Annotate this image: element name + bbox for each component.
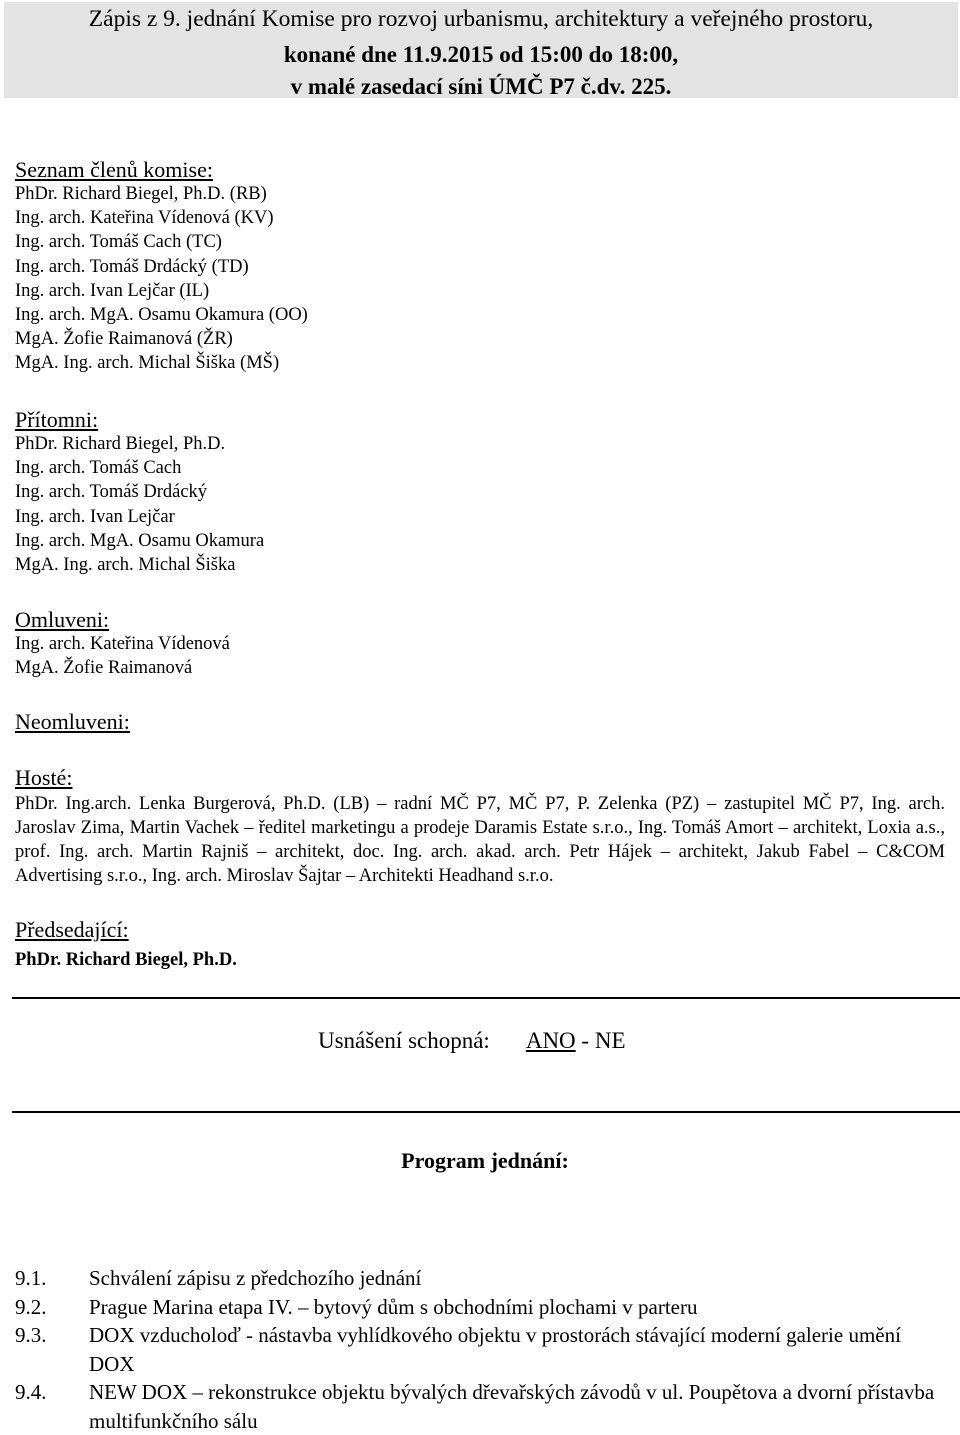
present-item: Ing. arch. MgA. Osamu Okamura [15, 530, 265, 551]
quorum-line [318, 1028, 626, 1054]
chair-heading: Předsedající: [15, 917, 129, 942]
agenda-number: 9.2. [15, 1294, 47, 1319]
member-item: Ing. arch. Tomáš Drdácký (TD) [15, 256, 249, 277]
agenda-list [15, 1264, 935, 1435]
quorum-label: Usnášení schopná: [318, 1028, 490, 1053]
agenda-text: DOX vzducholoď - nástavba vyhlídkového objektu v prostorách stávající moderní galerie umění DOX [89, 1323, 901, 1376]
member-item: Ing. arch. Tomáš Cach (TC) [15, 232, 222, 253]
member-item: Ing. arch. Ivan Lejčar (IL) [15, 280, 210, 301]
present-item: MgA. Ing. arch. Michal Šiška [15, 555, 236, 576]
excused-item: Ing. arch. Kateřina Vídenová [15, 634, 230, 654]
agenda-number: 9.4. [15, 1380, 47, 1404]
quorum-no: NE [594, 1028, 626, 1053]
members-section [15, 158, 308, 376]
member-item: PhDr. Richard Biegel, Ph.D. (RB) [15, 184, 267, 204]
header-location: v malé zasedací síni ÚMČ P7 č.dv. 225. [290, 74, 672, 99]
chair-section [15, 918, 237, 972]
agenda-item [15, 1378, 935, 1435]
agenda-item [15, 1321, 935, 1378]
quorum-yes: ANO [525, 1028, 576, 1053]
program-title: Program jednání: [401, 1148, 569, 1173]
members-heading: Seznam členů komise: [15, 157, 213, 182]
agenda-text: Schválení zápisu z předchozího jednání [89, 1266, 422, 1290]
guests-heading: Hosté: [15, 765, 73, 790]
present-section [15, 408, 264, 577]
agenda-item [15, 1264, 935, 1293]
present-heading: Přítomni: [15, 407, 99, 432]
agenda-item [15, 1293, 935, 1322]
guests-text: PhDr. Ing.arch. Lenka Burgerová, Ph.D. (LB) – radní MČ P7, MČ P7, P. Zelenka (PZ) – zastupitel MČ P7, Ing. arch. Jaroslav Zima, Martin Vachek – ředitel marketingu a prodeje Daramis Estate s.r.o., Ing. Tomáš Amort – architekt, Loxia a.s., prof. Ing. arch. Martin Rajniš – architekt, doc. Ing. arch. akad. arch. Petr Hájek – architekt, Jakub Fabel – C&COM Advertising s.r.o., Ing. arch. Miroslav Šajtar – Architekti Headhand s.r.o. [15, 794, 945, 886]
agenda-text: Prague Marina etapa IV. – bytový dům s obchodními plochami v parteru [89, 1294, 698, 1319]
present-item: Ing. arch. Ivan Lejčar [15, 506, 175, 527]
present-item: Ing. arch. Tomáš Drdácký [15, 482, 208, 503]
agenda-text: NEW DOX – rekonstrukce objektu bývalých dřevařských závodů v ul. Poupětova a dvorní přístavba multifunkčního sálu [89, 1380, 935, 1433]
unexcused-heading: Neomluveni: [15, 709, 130, 734]
excused-item: MgA. Žofie Raimanová [15, 658, 193, 679]
member-item: Ing. arch. Kateřina Vídenová (KV) [15, 208, 274, 229]
chair-name: PhDr. Richard Biegel, Ph.D. [15, 950, 237, 970]
excused-section [15, 608, 230, 680]
document-header [4, 2, 958, 98]
guests-heading-block [15, 766, 72, 790]
present-item: Ing. arch. Tomáš Cach [15, 458, 182, 479]
agenda-number: 9.3. [15, 1323, 47, 1347]
divider [12, 1111, 960, 1113]
member-item: MgA. Ing. arch. Michal Šiška (MŠ) [15, 353, 280, 374]
unexcused-section [15, 710, 130, 734]
excused-heading: Omluveni: [15, 607, 110, 632]
divider [12, 997, 960, 999]
agenda-number: 9.1. [15, 1266, 47, 1290]
member-item: Ing. arch. MgA. Osamu Okamura (OO) [15, 305, 308, 326]
present-item: PhDr. Richard Biegel, Ph.D. [15, 434, 226, 454]
member-item: MgA. Žofie Raimanová (ŽR) [15, 329, 233, 350]
header-date: konané dne 11.9.2015 od 15:00 do 18:00, [283, 42, 679, 67]
quorum-separator: - [575, 1028, 595, 1053]
header-title: Zápis z 9. jednání Komise pro rozvoj urbanismu, architektury a veřejného prostoru, [88, 6, 874, 32]
